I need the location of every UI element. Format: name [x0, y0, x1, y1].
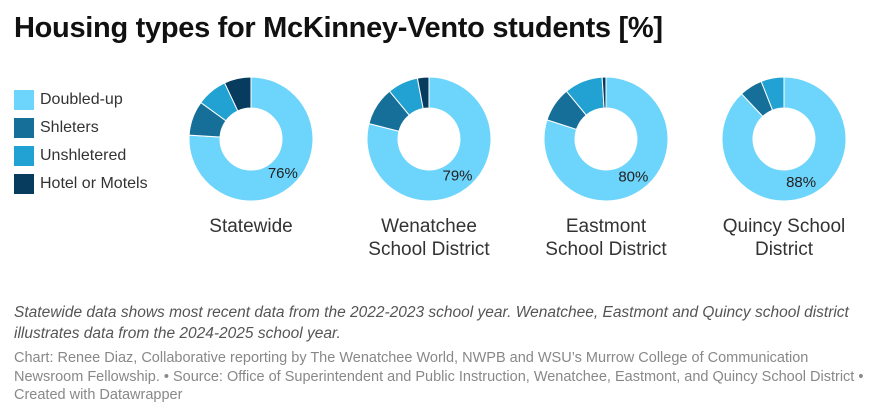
donut-value-label-statewide: 76%: [267, 164, 298, 182]
donut-value-label-wenatchee: 79%: [442, 167, 473, 185]
chart-name-eastmont: Eastmont School District: [545, 216, 667, 260]
chart-name-statewide: Statewide: [209, 216, 293, 237]
donut-value-label-quincy: 88%: [786, 174, 817, 192]
legend-label-shleters: Shleters: [40, 119, 99, 136]
chart-name-wenatchee: Wenatchee School District: [368, 216, 490, 260]
donut-value-label-eastmont: 80%: [618, 168, 649, 186]
chart-note: Statewide data shows most recent data from the 2022-2023 school year. Wenatchee, Eastmont and Quincy school district illustrates data from the 2024-2025 school year.: [14, 304, 849, 342]
legend-label-hotel-or-motels: Hotel or Motels: [40, 175, 148, 192]
legend-label-doubled-up: Doubled-up: [40, 91, 123, 108]
chart-name-quincy: Quincy School District: [722, 216, 846, 260]
legend-label-unshletered: Unshletered: [40, 147, 127, 164]
chart-credits: Chart: Renee Diaz, Collaborative reporting by The Wenatchee World, NWPB and WSU’s Murrow College of Communication Newsroom Fellowship. • Source: Office of Superintendent and Public Instruction, Wenatchee, Eastmont, and Quincy School District • Created with Datawrapper: [14, 350, 864, 403]
chart-title: Housing types for McKinney-Vento students [%]: [14, 12, 663, 44]
